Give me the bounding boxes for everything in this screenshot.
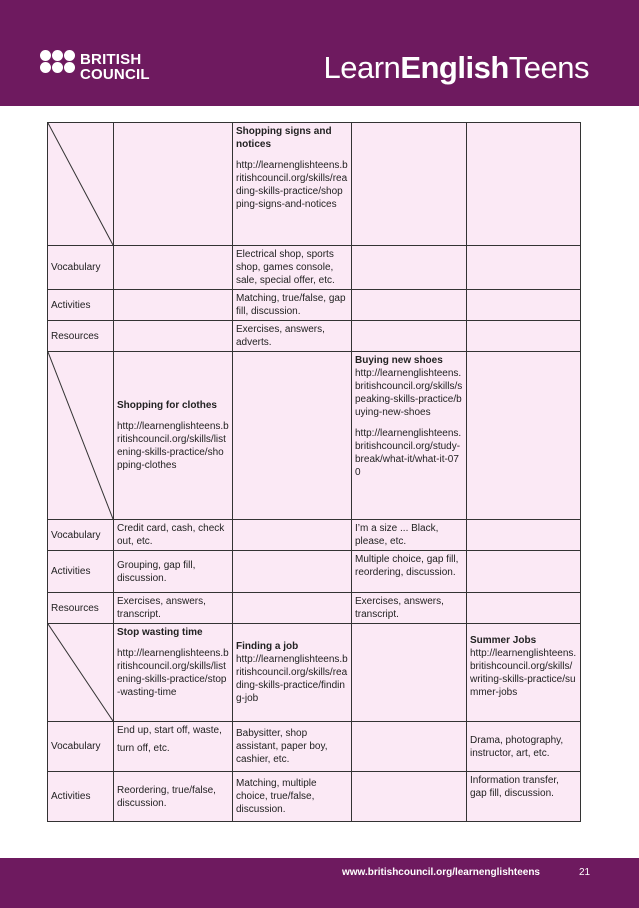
row-label-vocabulary: Vocabulary xyxy=(48,722,114,772)
row-label-vocabulary: Vocabulary xyxy=(48,520,114,551)
empty-cell xyxy=(467,123,581,246)
lesson-link[interactable]: http://learnenglishteens.britishcouncil.org/skills/reading-skills-practice/finding-job xyxy=(236,654,348,704)
cell-resources: Exercises, answers, adverts. xyxy=(233,321,352,352)
british-council-logo xyxy=(40,50,160,90)
cell-vocabulary: Electrical shop, sports shop, games console, sale, special offer, etc. xyxy=(233,246,352,290)
empty-cell xyxy=(233,352,352,520)
table-row xyxy=(48,352,581,520)
lesson-header-cell xyxy=(233,624,352,722)
lesson-title: Stop wasting time xyxy=(117,627,203,638)
empty-cell xyxy=(352,624,467,722)
cell-vocabulary: Babysitter, shop assistant, paper boy, cashier, etc. xyxy=(233,722,352,772)
table-row xyxy=(48,123,581,246)
row-label-activities: Activities xyxy=(48,290,114,321)
cell-vocabulary: Drama, photography, instructor, art, etc. xyxy=(467,722,581,772)
row-label-activities: Activities xyxy=(48,551,114,593)
empty-cell xyxy=(352,123,467,246)
lesson-title: Summer Jobs xyxy=(470,635,537,646)
lesson-link[interactable]: http://learnenglishteens.britishcouncil.org/skills/reading-skills-practice/shopping-signs-and-notices xyxy=(236,160,348,210)
cell-vocabulary: End up, start off, waste, turn off, etc. xyxy=(114,722,233,772)
cell-activities: Reordering, true/false, discussion. xyxy=(114,772,233,822)
table-row xyxy=(48,772,581,822)
lesson-link[interactable]: http://learnenglishteens.britishcouncil.org/skills/listening-skills-practice/shopping-clothes xyxy=(117,421,229,471)
lesson-title: Finding a job xyxy=(236,641,299,652)
lesson-link[interactable]: http://learnenglishteens.britishcouncil.org/study-break/what-it/what-it-070 xyxy=(355,428,462,478)
cell-resources: Exercises, answers, transcript. xyxy=(114,593,233,624)
table-row xyxy=(48,551,581,593)
lesson-title: Shopping signs and notices xyxy=(236,126,332,150)
table-row xyxy=(48,290,581,321)
cell-activities: Information transfer, gap fill, discussion. xyxy=(467,772,581,822)
table-row xyxy=(48,593,581,624)
table-row xyxy=(48,520,581,551)
lesson-header-cell xyxy=(114,352,233,520)
page-footer xyxy=(0,858,639,908)
row-label-resources: Resources xyxy=(48,321,114,352)
row-label-vocabulary: Vocabulary xyxy=(48,246,114,290)
page-number: 21 xyxy=(579,867,591,878)
footer-url-link[interactable]: www.britishcouncil.org/learnenglishteens xyxy=(342,867,540,878)
learnenglish-teens-brand: LearnEnglishTeens xyxy=(323,50,589,85)
diagonal-header-cell xyxy=(48,624,114,722)
cell-activities: Matching, multiple choice, true/false, discussion. xyxy=(233,772,352,822)
empty-cell xyxy=(467,352,581,520)
lesson-header-cell xyxy=(114,624,233,722)
empty-cell xyxy=(114,123,233,246)
page-header xyxy=(0,0,639,106)
lesson-header-cell xyxy=(352,352,467,520)
cell-resources: Exercises, answers, transcript. xyxy=(352,593,467,624)
lesson-link[interactable]: http://learnenglishteens.britishcouncil.org/skills/speaking-skills-practice/buying-new-shoes xyxy=(355,368,463,418)
cell-activities: Matching, true/false, gap fill, discussion. xyxy=(233,290,352,321)
cell-activities: Multiple choice, gap fill, reordering, discussion. xyxy=(352,551,467,593)
row-label-resources: Resources xyxy=(48,593,114,624)
cell-vocabulary: I’m a size ... Black, please, etc. xyxy=(352,520,467,551)
lesson-title: Shopping for clothes xyxy=(117,400,217,411)
logo-text: BRITISH COUNCIL xyxy=(80,51,150,83)
logo-dots-icon xyxy=(40,50,76,86)
lesson-header-cell xyxy=(233,123,352,246)
lesson-schedule-table xyxy=(47,122,581,822)
table-row xyxy=(48,624,581,722)
table-row xyxy=(48,321,581,352)
lesson-header-cell xyxy=(467,624,581,722)
diagonal-header-cell xyxy=(48,123,114,246)
row-label-activities: Activities xyxy=(48,772,114,822)
lesson-title: Buying new shoes xyxy=(355,355,443,366)
lesson-link[interactable]: http://learnenglishteens.britishcouncil.org/skills/writing-skills-practice/summer-jobs xyxy=(470,648,577,698)
diagonal-header-cell xyxy=(48,352,114,520)
lesson-link[interactable]: http://learnenglishteens.britishcouncil.org/skills/listening-skills-practice/stop-wasting-time xyxy=(117,648,229,698)
table-row xyxy=(48,246,581,290)
cell-activities: Grouping, gap fill, discussion. xyxy=(114,551,233,593)
table-row xyxy=(48,722,581,772)
cell-vocabulary: Credit card, cash, check out, etc. xyxy=(114,520,233,551)
